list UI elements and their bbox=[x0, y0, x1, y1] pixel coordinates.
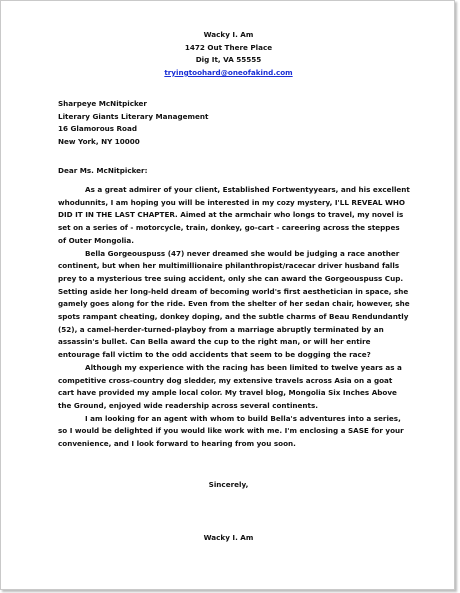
sender-address: 1472 Out There Place bbox=[184, 42, 273, 52]
paragraph-intro: As a great admirer of your client, Established Fortwentyyears, and his excellent whodunnits, I am hoping you will be interested in my cozy mystery, I'LL REVEAL WHO DID IT IN THE LAST CHAPTER. Aimed at the armchair who longs to travel, my novel is set on a series of - motorcycle, train, donkey, go-cart - careering across the steppes of Outer Mongolia. bbox=[58, 185, 410, 245]
recipient-name: Sharpeye McNitpicker bbox=[58, 99, 147, 108]
salutation: Dear Ms. McNitpicker: bbox=[58, 166, 148, 175]
recipient-block bbox=[58, 98, 208, 148]
paragraph-plot: Bella Gorgeouspuss (47) never dreamed she would be judging a race another continent, but when her multimillionaire philanthropist/racecar driver husband falls prey to a mysterious tree suing accident, only she can award the Gorgeouspuss Cup. Setting aside her long-held dream of becoming world's first aesthetician in space, she gamely goes along for the ride. Even from the shelter of her sedan chair, however, she spots rampant cheating, donkey doping, and the subtle charms of Beau Rendundantly (52), a camel-herder-turned-playboy from a marriage abruptly terminated by an assassin's bullet. Can Bella award the cup to the right man, or will her entire entourage fall victim to the odd accidents that seem to be dogging the race? bbox=[58, 248, 410, 360]
recipient-street: 16 Glamorous Road bbox=[58, 124, 137, 134]
closing: Sincerely, bbox=[208, 480, 249, 489]
signature-name: Wacky I. Am bbox=[203, 533, 254, 542]
sender-city-state-zip: Dig It, VA 55555 bbox=[195, 55, 262, 65]
letter-body bbox=[58, 184, 410, 451]
recipient-company: Literary Giants Literary Management bbox=[58, 111, 209, 121]
paragraph-request: I am looking for an agent with whom to build Bella's adventures into a series, so I would be delighted if you would like work with me. I'm enclosing a SASE for your convenience, and I look forward to hearing from you soon. bbox=[58, 413, 404, 449]
sender-block bbox=[1, 29, 456, 79]
paragraph-experience: Although my experience with the racing has been limited to twelve years as a competitive cross-country dog sledder, my extensive travels across Asia on a goat cart have provided my ample local color. My travel blog, Mongolia Six Inches Above the Ground, enjoyed wide readership across several continents. bbox=[58, 362, 402, 410]
sender-name: Wacky I. Am bbox=[203, 30, 254, 39]
sender-email-link[interactable]: tryingtoohard@oneofakind.com bbox=[164, 67, 293, 77]
recipient-city-state-zip: New York, NY 10000 bbox=[58, 136, 140, 146]
